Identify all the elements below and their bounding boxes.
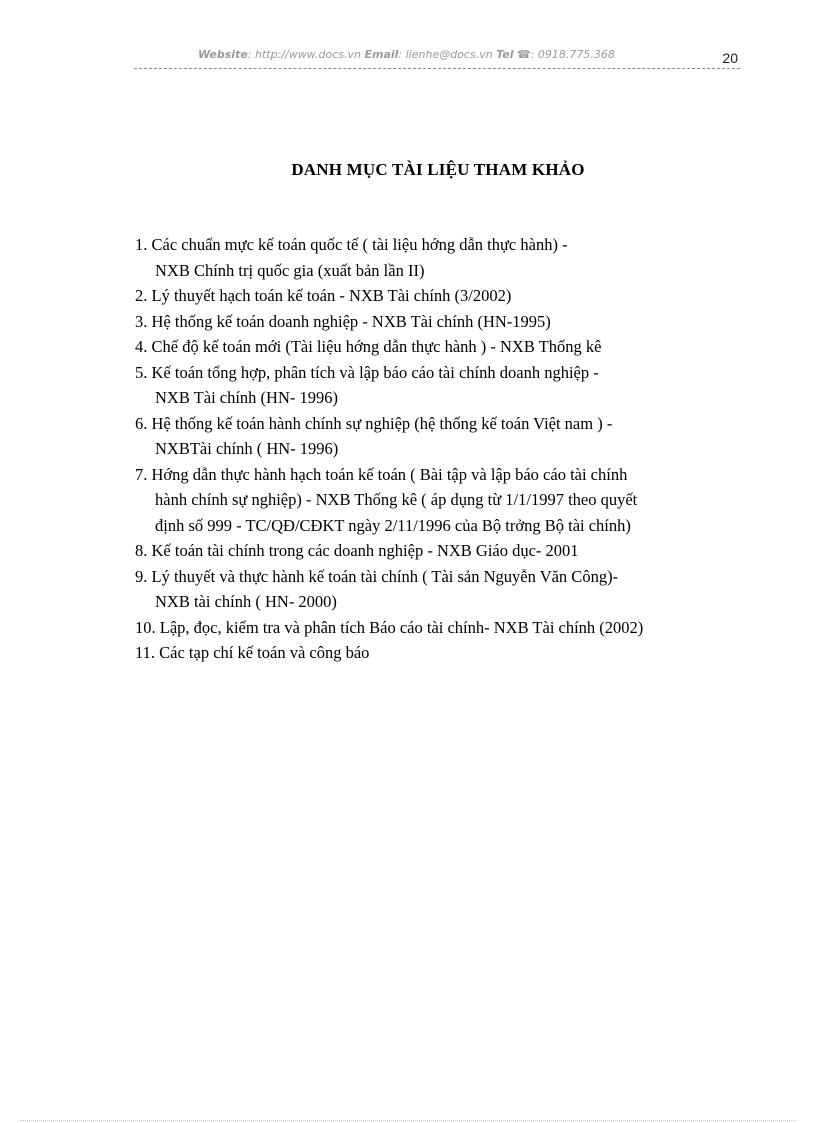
reference-number: 7.	[135, 464, 148, 484]
reference-line: định số 999 - TC/QĐ/CĐKT ngày 2/11/1996 của Bộ trởng Bộ tài chính)	[155, 515, 631, 535]
page-number: 20	[722, 50, 738, 66]
reference-item	[135, 232, 741, 283]
reference-item	[135, 564, 741, 615]
reference-line: Hệ thống kế toán hành chính sự nghiệp (hệ thống kế toán Việt nam ) -	[151, 413, 613, 433]
website-label: Website	[198, 48, 248, 61]
phone-icon: ☎	[517, 48, 531, 61]
reference-number: 1.	[135, 235, 148, 254]
reference-list	[135, 232, 741, 666]
reference-number: 10.	[135, 617, 156, 637]
reference-line: NXB Chính trị quốc gia (xuất bản lần II)	[155, 260, 425, 280]
reference-number: 4.	[135, 337, 148, 356]
reference-number: 2.	[135, 286, 148, 305]
reference-item	[135, 283, 741, 309]
reference-number: 11.	[135, 643, 156, 662]
website-value: : http://www.docs.vn	[247, 48, 361, 61]
reference-number: 3.	[135, 311, 148, 331]
reference-number: 8.	[135, 541, 148, 560]
reference-line: Các chuẩn mực kế toán quốc tế ( tài liệu hớng dẫn thực hành) -	[151, 235, 568, 254]
reference-line: Lý thuyết và thực hành kế toán tài chính ( Tài sản Nguyễn Văn Công)-	[151, 566, 619, 586]
email-label: Email	[364, 48, 399, 61]
reference-line: NXB Tài chính (HN- 1996)	[155, 388, 338, 407]
reference-line: Lập, đọc, kiểm tra và phân tích Báo cáo tài chính- NXB Tài chính (2002)	[159, 617, 644, 637]
contact-info	[198, 48, 615, 61]
reference-line: NXBTài chính ( HN- 1996)	[155, 439, 339, 458]
reference-number: 9.	[135, 566, 148, 586]
reference-line: Các tạp chí kế toán và công báo	[159, 643, 370, 662]
reference-item	[135, 462, 741, 539]
reference-item	[135, 538, 741, 564]
reference-item	[135, 309, 741, 335]
reference-line: Hệ thống kế toán doanh nghiệp - NXB Tài chính (HN-1995)	[151, 311, 551, 331]
tel-value: : 0918.775.368	[530, 48, 615, 61]
reference-line: Hớng dẫn thực hành hạch toán kế toán ( Bài tập và lập báo cáo tài chính	[151, 464, 628, 484]
reference-number: 5.	[135, 362, 148, 382]
reference-line: Kế toán tổng hợp, phân tích và lập báo cáo tài chính doanh nghiệp -	[151, 362, 599, 382]
reference-number: 6.	[135, 413, 148, 433]
reference-line: NXB tài chính ( HN- 2000)	[155, 592, 337, 611]
reference-item	[135, 615, 741, 641]
reference-item	[135, 411, 741, 462]
reference-item	[135, 334, 741, 360]
reference-line: Kế toán tài chính trong các doanh nghiệp - NXB Giáo dục- 2001	[151, 541, 579, 560]
reference-line: Chế độ kế toán mới (Tài liệu hớng dẫn thực hành ) - NXB Thống kê	[151, 337, 602, 356]
reference-item	[135, 640, 741, 666]
reference-item	[135, 360, 741, 411]
reference-line: hành chính sự nghiệp) - NXB Thống kê ( áp dụng từ 1/1/1997 theo quyết	[155, 490, 638, 509]
email-value: : lienhe@docs.vn	[398, 48, 493, 61]
reference-line: Lý thuyết hạch toán kế toán - NXB Tài chính (3/2002)	[151, 286, 512, 305]
footer-divider	[20, 1120, 796, 1121]
document-title: DANH MỤC TÀI LIỆU THAM KHẢO	[291, 160, 585, 179]
tel-label: Tel	[496, 48, 514, 61]
page-header	[134, 46, 740, 69]
